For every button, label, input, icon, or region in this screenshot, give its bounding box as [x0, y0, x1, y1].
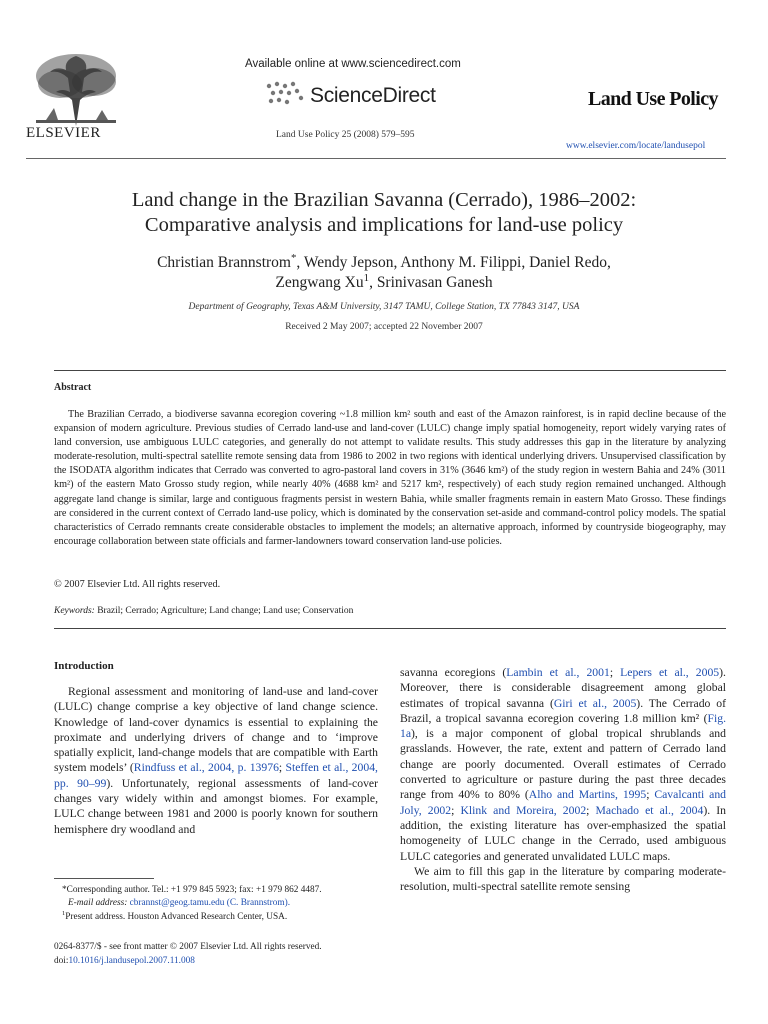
sciencedirect-dots-icon	[263, 80, 307, 108]
footnote-mark[interactable]: 1	[363, 271, 370, 284]
issn-block	[54, 940, 322, 968]
intro-paragraph-1	[54, 684, 378, 837]
intro-paragraph-2	[400, 665, 726, 864]
publisher-name: ELSEVIER	[26, 125, 101, 141]
author-name: Christian Brannstrom	[157, 254, 291, 271]
present-address-text: Present address. Houston Advanced Research Center, USA.	[65, 911, 288, 922]
footnotes	[54, 884, 378, 924]
text-run: savanna ecoregions (	[400, 666, 507, 679]
footnote-number: 1	[62, 909, 66, 917]
sciencedirect-logo-text: ScienceDirect	[310, 84, 436, 107]
text-run: ;	[609, 666, 621, 679]
citation-link[interactable]: Machado et al., 2004	[595, 803, 704, 817]
abstract-heading: Abstract	[54, 382, 92, 393]
citation-link[interactable]: Lepers et al., 2005	[620, 666, 720, 679]
citation-link[interactable]: Giri et al., 2005	[553, 696, 637, 710]
citation-link[interactable]: Rindfuss et al., 2004, p. 13976	[133, 761, 279, 775]
text-run: ), is a major component of global tropical shrublands and grasslands. However, the rate, extent and pattern of Cerrado land change are poorly documented. Overall estimates of Cerrado converted to agriculture or pasture during the past three decades range from 40% to 80% (	[400, 727, 726, 802]
journal-logo-text: Land Use Policy	[588, 88, 718, 110]
citation-link[interactable]: Cavalcanti and Joly, 2002	[400, 788, 727, 817]
footnote-divider	[54, 878, 154, 879]
right-column	[400, 665, 726, 894]
figure-link[interactable]: Fig. 1a	[400, 711, 726, 741]
abstract-copyright: © 2007 Elsevier Ltd. All rights reserved.	[54, 579, 221, 590]
citation-link[interactable]: Alho and Martins, 1995	[528, 788, 647, 802]
abstract-top-divider	[54, 370, 726, 371]
header-divider	[26, 158, 726, 159]
text-run: ). The Cerrado of Brazil, a tropical savanna ecoregion covering 1.8 million km² (	[400, 696, 726, 725]
text-run: ;	[278, 761, 286, 775]
keywords-list: Brazil; Cerrado; Agriculture; Land change; Land use; Conservation	[97, 606, 354, 616]
corresponding-author-note: *Corresponding author. Tel.: +1 979 845 5923; fax: +1 979 862 4487.	[62, 885, 322, 895]
abstract-paragraph: The Brazilian Cerrado, a biodiverse savanna ecoregion covering ~1.8 million km² south and east of the Amazon rainforest, is in rapid decline because of the expansion of modern agriculture. Previous studies of Cerrado land-use and land-cover (LULC) change imply spatial homogeneity, report widely varying rates of land conversion, use ambiguous LULC categories, and generally do not attempt to validate results. This study addresses this gap in the literature by analyzing moderate-resolution, multi-spectral satellite remote sensing data from 1986 to 2002 in two regions with identical underlying drivers. Unsupervised classification by the ISODATA algorithm indicates that Cerrado was converted to agro-pastoral land covers in 31% (3646 km²) of the study region in western Bahia and 24% (3011 km²) of the eastern Mato Grosso study region, while nearly 40% (4688 km² and 5217 km², respectively) of each study region remained unchanged. Although aggregate land change is similar, large and contiguous fragments persist in western Bahia, while smaller fragments remain in eastern Mato Grosso. These findings are considered in the current context of Cerrado land-use policy, which is dominated by the conservation set-aside and command-control policy models. The spatial characteristics of Cerrado remnants create considerable obstacles to implement the models; an alternative approach, informed by countryside biogeography, may encourage collaboration between state officials and farmer-landowners toward conservation land-use policies.	[54, 409, 726, 547]
citation-link[interactable]: Lambin et al., 2001	[506, 666, 610, 679]
text-run: ). In addition, the existing literature has over-emphasized the spatial homogeneity of LULC change in the Cerrado, used ambiguous LULC categories and generated unvalidated LULC maps.	[400, 803, 726, 863]
title-line-1: Land change in the Brazilian Savanna (Cerrado), 1986–2002:	[131, 189, 637, 211]
doi-line	[54, 954, 322, 968]
author-name: Zengwang Xu	[275, 274, 364, 291]
doi-link[interactable]: 10.1016/j.landusepol.2007.11.008	[68, 956, 195, 966]
title-line-2: Comparative analysis and implications for land-use policy	[144, 214, 624, 236]
issn-line: 0264-8377/$ - see front matter © 2007 Elsevier Ltd. All rights reserved.	[54, 942, 322, 952]
present-address-note	[54, 911, 378, 924]
authors-line-2	[20, 273, 748, 293]
text-run: ). Moreover, there is considerable disagreement among global estimates of tropical savanna (	[400, 666, 726, 710]
authors-line-1	[20, 253, 748, 273]
text-run: ;	[451, 803, 461, 817]
citation-link[interactable]: Klink and Moreira, 2002	[460, 803, 587, 817]
introduction-heading: Introduction	[54, 660, 114, 672]
email-note	[54, 897, 378, 910]
keywords-line	[54, 606, 726, 616]
corresponding-mark[interactable]: *	[290, 251, 297, 264]
author-names: , Srinivasan Ganesh	[369, 274, 493, 291]
text-run: ). Unfortunately, regional assessments of land-cover changes vary widely within and amongst biomes. For example, LULC change between 1981 and 2000 is poorly known for southern hemisphere dry woodland and	[54, 776, 378, 836]
journal-reference: Land Use Policy 25 (2008) 579–595	[276, 130, 415, 140]
email-label: E-mail address:	[68, 898, 128, 909]
email-link[interactable]: cbrannst@geog.tamu.edu (C. Brannstrom).	[129, 898, 291, 909]
text-run: Regional assessment and monitoring of land-use and land-cover (LULC) change comprise a key objective of land change science. Knowledge of land-cover dynamics is essential to explaining the proximate and underlying drivers of change and to ‘improve spatially explicit, land-change models that are compatible with Earth system models’ (	[54, 685, 378, 775]
affiliation: Department of Geography, Texas A&M University, 3147 TAMU, College Station, TX 77843 3147, USA	[188, 302, 580, 312]
citation-link[interactable]: Steffen et al., 2004, pp. 90–99	[54, 761, 378, 790]
text-run: ;	[646, 788, 655, 802]
keywords-label: Keywords:	[54, 606, 95, 616]
journal-url-link[interactable]: www.elsevier.com/locate/landusepol	[566, 141, 706, 151]
doi-label: doi:	[54, 956, 69, 966]
available-online-text: Available online at www.sciencedirect.com	[245, 58, 461, 70]
author-list	[20, 253, 748, 293]
abstract-body	[54, 408, 726, 549]
text-run: ;	[586, 803, 596, 817]
keywords-divider	[54, 628, 726, 629]
intro-paragraph-3: We aim to fill this gap in the literature by comparing moderate-resolution, multi-spectral satellite remote sensing	[400, 864, 726, 894]
received-dates: Received 2 May 2007; accepted 22 November 2007	[285, 322, 483, 332]
author-names: , Wendy Jepson, Anthony M. Filippi, Daniel Redo,	[296, 254, 611, 271]
elsevier-tree-logo-icon	[26, 48, 126, 130]
article-title	[20, 188, 748, 238]
left-column	[54, 660, 378, 837]
